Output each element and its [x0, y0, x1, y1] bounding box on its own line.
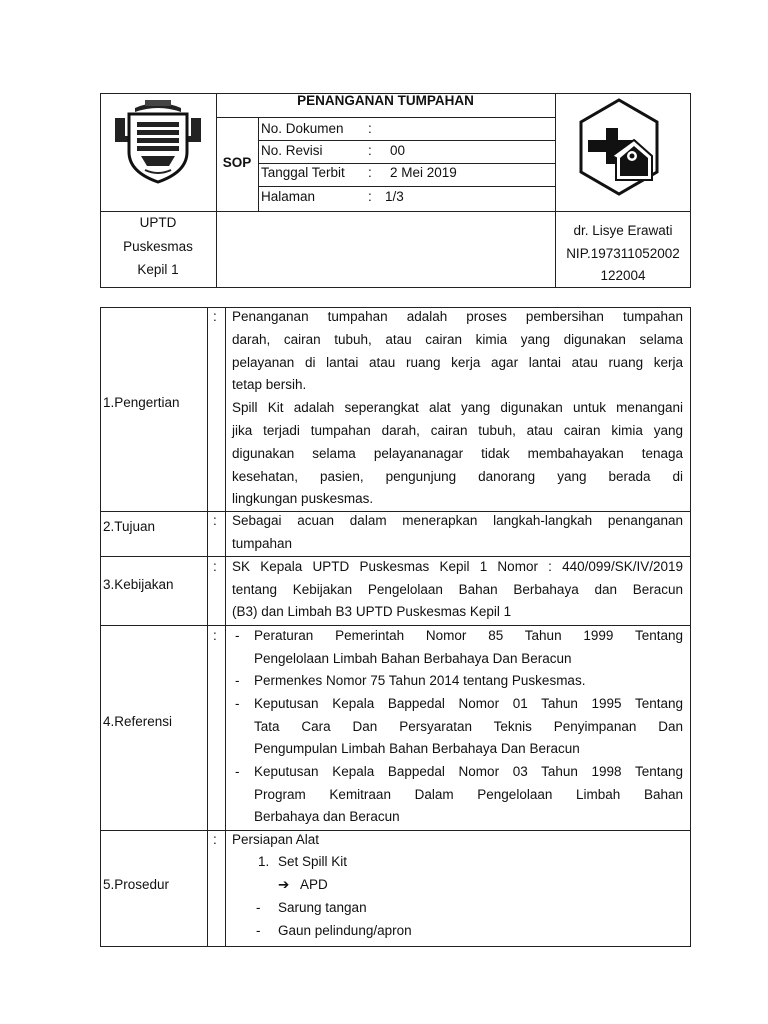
revision-label: No. Revisi: [261, 143, 323, 158]
pengertian-line: tetap bersih.: [232, 377, 307, 392]
list-dash: -: [256, 923, 261, 938]
section-label-kebijakan: 3.Kebijakan: [103, 577, 174, 592]
tujuan-line: tumpahan: [232, 536, 293, 551]
content-divider: [207, 307, 208, 947]
prosedur-line: APD: [300, 877, 328, 892]
document-title: PENANGANAN TUMPAHAN: [297, 93, 474, 108]
page-sep: :: [368, 189, 372, 204]
issue-date-sep: :: [368, 165, 372, 180]
revision-sep: :: [368, 143, 372, 158]
page-label: Halaman: [261, 189, 316, 204]
section-label-pengertian: 1.Pengertian: [103, 395, 180, 410]
pengertian-line: kesehatan, pasien, pengunjung danorang yang berada di: [232, 469, 683, 484]
section-colon: :: [213, 628, 217, 643]
doc-number-sep: :: [368, 121, 372, 136]
list-dash: -: [235, 673, 240, 688]
pengertian-line: lingkungan puskesmas.: [232, 491, 374, 506]
prosedur-line: Gaun pelindung/apron: [278, 923, 412, 938]
referensi-line: Peraturan Pemerintah Nomor 85 Tahun 1999 Tentang: [254, 628, 683, 643]
list-number: 1.: [258, 854, 270, 869]
kebijakan-line: SK Kepala UPTD Puskesmas Kepil 1 Nomor : 440/099/SK/IV/2019: [232, 559, 683, 574]
arrow-right-icon: ➔: [278, 877, 290, 892]
content-divider: [100, 830, 691, 831]
referensi-line: Pengumpulan Limbah Bahan Berbahaya Dan Beracun: [254, 741, 580, 756]
section-label-prosedur: 5.Prosedur: [103, 877, 170, 892]
signer-name: dr. Lisye Erawati: [573, 223, 673, 238]
section-colon: :: [213, 513, 217, 528]
pengertian-line: Penanganan tumpahan adalah proses pembersihan tumpahan: [232, 309, 683, 324]
pengertian-line: pelayanan di lantai atau ruang kerja agar lantai atau ruang kerja: [232, 355, 683, 370]
org-line: Kepil 1: [137, 262, 179, 277]
signer-nip-cont: 122004: [600, 268, 646, 283]
issue-date-label: Tanggal Terbit: [261, 165, 345, 180]
referensi-line: Program Kemitraan Dalam Pengelolaan Limbah Bahan: [254, 787, 683, 802]
list-dash: -: [235, 764, 240, 779]
section-colon: :: [213, 559, 217, 574]
doc-number-label: No. Dokumen: [261, 121, 344, 136]
referensi-line: Keputusan Kepala Bappedal Nomor 03 Tahun 1998 Tentang: [254, 764, 683, 779]
referensi-line: Pengelolaan Limbah Bahan Berbahaya Dan Beracun: [254, 651, 572, 666]
referensi-line: Tata Cara Dan Persyaratan Teknis Penyimpanan Dan: [254, 719, 683, 734]
kebijakan-line: (B3) dan Limbah B3 UPTD Puskesmas Kepil 1: [232, 604, 512, 619]
tujuan-line: Sebagai acuan dalam menerapkan langkah-langkah penanganan: [232, 513, 683, 528]
revision-value: 00: [390, 143, 406, 158]
referensi-line: Keputusan Kepala Bappedal Nomor 01 Tahun 1995 Tentang: [254, 696, 683, 711]
org-line: UPTD: [139, 215, 177, 230]
section-colon: :: [213, 832, 217, 847]
pengertian-line: jika terjadi tumpahan darah, cairan tubuh, atau cairan kimia yang: [232, 423, 683, 438]
section-label-referensi: 4.Referensi: [103, 714, 173, 729]
section-label-tujuan: 2.Tujuan: [103, 519, 156, 534]
prosedur-line: Sarung tangan: [278, 900, 367, 915]
content-divider: [225, 307, 226, 947]
page-value: 1/3: [385, 189, 404, 204]
referensi-line: Berbahaya dan Beracun: [254, 809, 400, 824]
org-line: Puskesmas: [123, 239, 193, 254]
signer-nip: NIP.197311052002: [566, 246, 680, 261]
list-dash: -: [235, 628, 240, 643]
kebijakan-line: tentang Kebijakan Pengelolaan Bahan Berbahaya dan Beracun: [232, 582, 683, 597]
pengertian-line: digunakan selama pelayananagar tidak membahayakan tenaga: [232, 446, 683, 461]
section-colon: :: [213, 309, 217, 324]
referensi-line: Permenkes Nomor 75 Tahun 2014 tentang Puskesmas.: [254, 673, 586, 688]
list-dash: -: [256, 900, 261, 915]
header-divider: [258, 117, 259, 211]
prosedur-line: Set Spill Kit: [278, 854, 348, 869]
issue-date-value: 2 Mei 2019: [390, 165, 457, 180]
pengertian-line: Spill Kit adalah seperangkat alat yang digunakan untuk menangani: [232, 400, 683, 415]
prosedur-line: Persiapan Alat: [232, 832, 320, 847]
regency-crest-logo: [115, 100, 201, 184]
list-dash: -: [235, 696, 240, 711]
header-divider: [216, 93, 217, 288]
puskesmas-logo: [578, 98, 660, 198]
sop-label: SOP: [222, 155, 252, 170]
pengertian-line: darah, cairan tubuh, atau cairan kimia yang digunakan selama: [232, 332, 683, 347]
